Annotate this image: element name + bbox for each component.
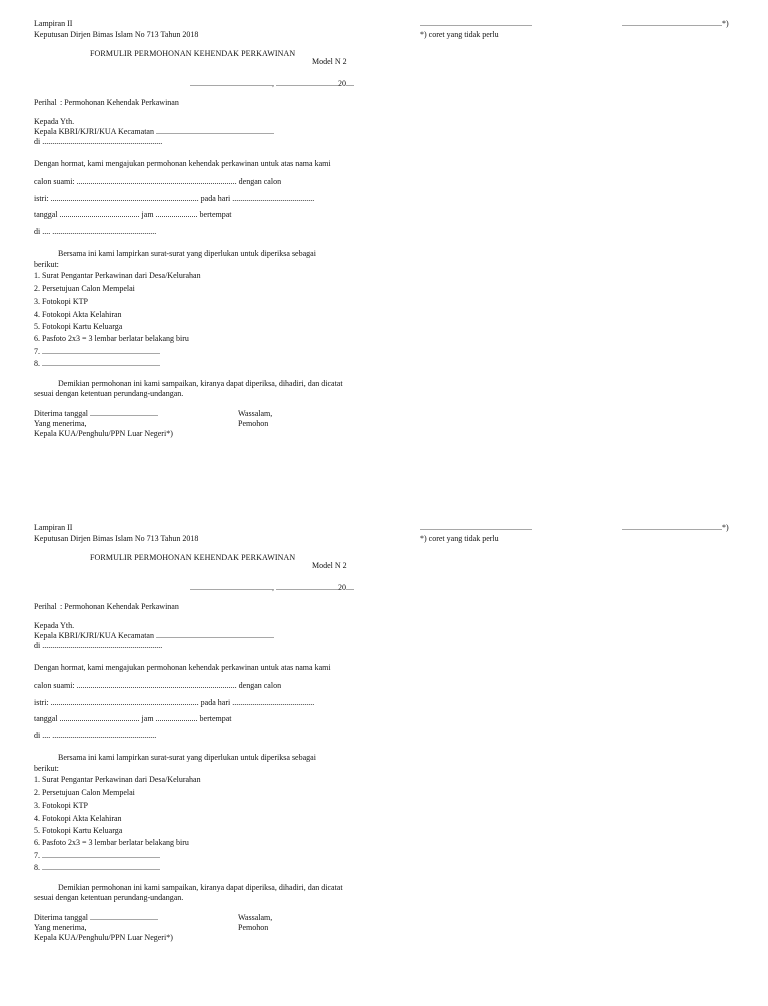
list-item: 1. Surat Pengantar Perkawinan dari Desa/Kelurahan [34,775,201,784]
wassalam-label: Wassalam, [238,409,273,418]
list-item: 5. Fotokopi Kartu Keluarga [34,322,123,331]
di-place-line: di .... .................................................... [34,227,157,236]
form-title: FORMULIR PERMOHONAN KEHENDAK PERKAWINAN [90,553,296,562]
date-line: ........................................., ...............................20.... [190,79,354,88]
yang-menerima-label: Yang menerima, [34,419,87,428]
tanggal-line: tanggal ........................................ jam ..................... bertempat [34,210,232,219]
lampiran-label: Lampiran II [34,523,73,532]
coret-note: *) coret yang tidak perlu [420,30,499,39]
list-item: 8. ........................................................... [34,359,160,368]
perihal-label: Perihal [34,602,57,611]
dengan-hormat-text: Dengan hormat, kami mengajukan permohonan kehendak perkawinan untuk atas nama kami [34,159,331,168]
dengan-hormat-text: Dengan hormat, kami mengajukan permohonan kehendak perkawinan untuk atas nama kami [34,663,331,672]
list-item: 1. Surat Pengantar Perkawinan dari Desa/Kelurahan [34,271,201,280]
kepala-kua-label: Kepala KUA/Penghulu/PPN Luar Negeri*) [34,429,173,438]
di-address-line: di ............................................................ [34,641,163,650]
form-title: FORMULIR PERMOHONAN KEHENDAK PERKAWINAN [90,49,296,58]
kepada-label: Kepada Yth. [34,117,75,126]
pemohon-label: Pemohon [238,419,269,428]
list-item: 5. Fotokopi Kartu Keluarga [34,826,123,835]
list-item: 3. Fotokopi KTP [34,801,89,810]
perihal-label: Perihal [34,98,57,107]
demikian-text-2: sesuai dengan ketentuan perundang-undangan. [34,893,184,902]
wassalam-label: Wassalam, [238,913,273,922]
list-item: 4. Fotokopi Akta Kelahiran [34,814,122,823]
keputusan-reference: Keputusan Dirjen Bimas Islam No 713 Tahun 2018 [34,30,199,39]
kepada-label: Kepada Yth. [34,621,75,630]
di-address-line: di ............................................................ [34,137,163,146]
list-item: 3. Fotokopi KTP [34,297,89,306]
kepala-kbri-line: Kepala KBRI/KJRI/KUA Kecamatan ........................................................... [34,631,274,640]
demikian-text-1: Demikian permohonan ini kami sampaikan, kiranya dapat diperiksa, dihadiri, dan dicatat [58,379,343,388]
demikian-text-2: sesuai dengan ketentuan perundang-undangan. [34,389,184,398]
model-label: Model N 2 [312,57,347,66]
list-item: 8. ........................................................... [34,863,160,872]
list-item: 6. Pasfoto 2x3 = 3 lembar berlatar belakang biru [34,838,189,847]
kepala-kua-label: Kepala KUA/Penghulu/PPN Luar Negeri*) [34,933,173,942]
bersama-text: Bersama ini kami lampirkan surat-surat yang diperlukan untuk diperiksa sebagai [58,249,316,258]
model-label: Model N 2 [312,561,347,570]
pemohon-label: Pemohon [238,923,269,932]
right-dots-2: ..................................................*) [622,523,729,532]
berikut-text: berikut: [34,764,59,773]
list-item: 4. Fotokopi Akta Kelahiran [34,310,122,319]
perihal-value: : Permohonan Kehendak Perkawinan [60,602,179,611]
date-line: ........................................., ...............................20.... [190,583,354,592]
istri-line: istri: .......................................................................... pada hari ......................................... [34,698,315,707]
right-dots-1: ........................................................ [420,523,532,532]
calon-suami-line: calon suami: ................................................................................ dengan calon [34,681,282,690]
di-place-line: di .... .................................................... [34,731,157,740]
kepala-kbri-line: Kepala KBRI/KJRI/KUA Kecamatan ........................................................... [34,127,274,136]
form-copy-2 [0,504,768,942]
list-item: 2. Persetujuan Calon Mempelai [34,788,135,797]
list-item: 6. Pasfoto 2x3 = 3 lembar berlatar belakang biru [34,334,189,343]
list-item: 2. Persetujuan Calon Mempelai [34,284,135,293]
berikut-text: berikut: [34,260,59,269]
right-dots-1: ........................................................ [420,19,532,28]
right-dots-2: ..................................................*) [622,19,729,28]
istri-line: istri: .......................................................................... pada hari ......................................... [34,194,315,203]
keputusan-reference: Keputusan Dirjen Bimas Islam No 713 Tahun 2018 [34,534,199,543]
list-item: 7. ........................................................... [34,347,160,356]
bersama-text: Bersama ini kami lampirkan surat-surat yang diperlukan untuk diperiksa sebagai [58,753,316,762]
form-copy-1 [0,0,768,438]
lampiran-label: Lampiran II [34,19,73,28]
list-item: 7. ........................................................... [34,851,160,860]
calon-suami-line: calon suami: ................................................................................ dengan calon [34,177,282,186]
coret-note: *) coret yang tidak perlu [420,534,499,543]
demikian-text-1: Demikian permohonan ini kami sampaikan, kiranya dapat diperiksa, dihadiri, dan dicatat [58,883,343,892]
perihal-value: : Permohonan Kehendak Perkawinan [60,98,179,107]
tanggal-line: tanggal ........................................ jam ..................... bertempat [34,714,232,723]
diterima-line: Diterima tanggal .................................. [34,913,158,922]
diterima-line: Diterima tanggal .................................. [34,409,158,418]
yang-menerima-label: Yang menerima, [34,923,87,932]
